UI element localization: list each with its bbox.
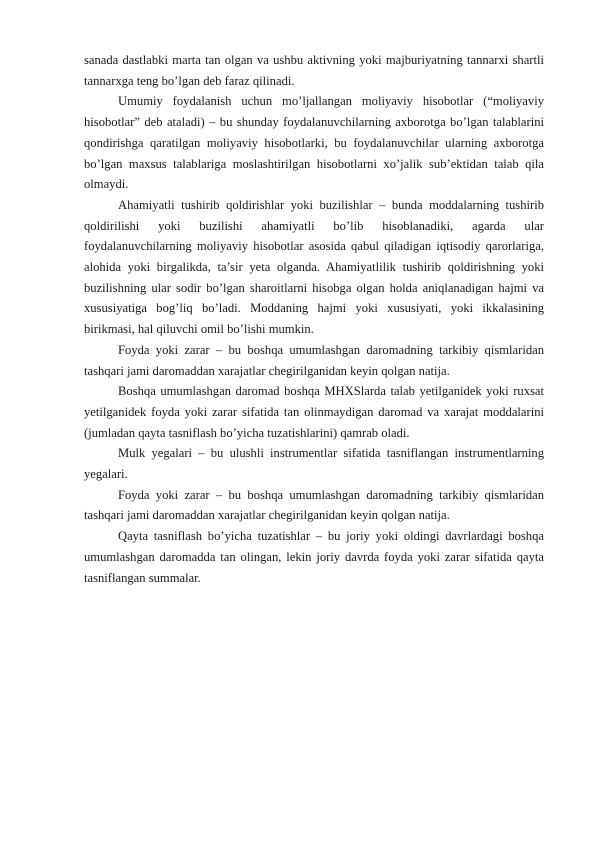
- paragraph-continuation: sanada dastlabki marta tan olgan va ushbu aktivning yoki majburiyatning tannarxi shartli tannarxga teng bo’lgan deb faraz qilinadi.: [84, 53, 544, 88]
- document-body: [84, 50, 544, 588]
- paragraph-other-comprehensive-income: Boshqa umumlashgan daromad boshqa MHXSlarda talab yetilganidek yoki ruxsat yetilganidek foyda yoki zarar sifatida tan olinmaydigan daromad va xarajat moddalarini (jumladan qayta tasniflash bo’yicha tuzatishlarini) qamrab oladi.: [84, 384, 544, 440]
- paragraph-owners: Mulk yegalari – bu ulushli instrumentlar sifatida tasniflangan instrumentlarning yegalari.: [84, 446, 544, 482]
- paragraph-general-purpose-statements: Umumiy foydalanish uchun mo’ljallangan moliyaviy hisobotlar (“moliyaviy hisobotlar” deb ataladi) – bu shunday foydalanuvchilarning axborotga bo’lgan talablarini qondirishga qaratilgan moliyaviy hisobotlarki, bu foydalanuvchilar ularning axborotga bo’lgan maxsus talablariga moslashtirilgan hisobotlarni xo’jalik sub’ektidan talab qila olmaydi.: [84, 94, 544, 192]
- paragraph-material-omissions: Ahamiyatli tushirib qoldirishlar yoki buzilishlar – bunda moddalarning tushirib qoldirilishi yoki buzilishi ahamiyatli bo’lib hisoblanadiki, agarda ular foydalanuvchilarning moliyaviy hisobotlar asosida qabul qiladigan iqtisodiy qarorlariga, alohida yoki birgalikda, ta’sir yeta olganda. Ahamiyatlilik tushirib qoldirishning yoki buzilishning ular sodir bo’lgan sharoitlarni hisobga olgan holda aniqlanadigan hajmi va xususiyatiga bog’liq bo’ladi. Moddaning hajmi yoki xususiyati, yoki ikkalasining birikmasi, hal qiluvchi omil bo’lishi mumkin.: [84, 197, 544, 337]
- paragraph-profit-or-loss: Foyda yoki zarar – bu boshqa umumlashgan daromadning tarkibiy qismlaridan tashqari jami daromaddan xarajatlar chegirilganidan keyin qolgan natija.: [84, 342, 544, 378]
- paragraph-reclassification-adjustments: Qayta tasniflash bo’yicha tuzatishlar – bu joriy yoki oldingi davrlardagi boshqa umumlashgan daromadda tan olingan, lekin joriy davrda foyda yoki zarar sifatida qayta tasniflangan summalar.: [84, 529, 544, 585]
- paragraph-profit-or-loss-repeat: Foyda yoki zarar – bu boshqa umumlashgan daromadning tarkibiy qismlaridan tashqari jami daromaddan xarajatlar chegirilganidan keyin qolgan natija.: [84, 487, 544, 523]
